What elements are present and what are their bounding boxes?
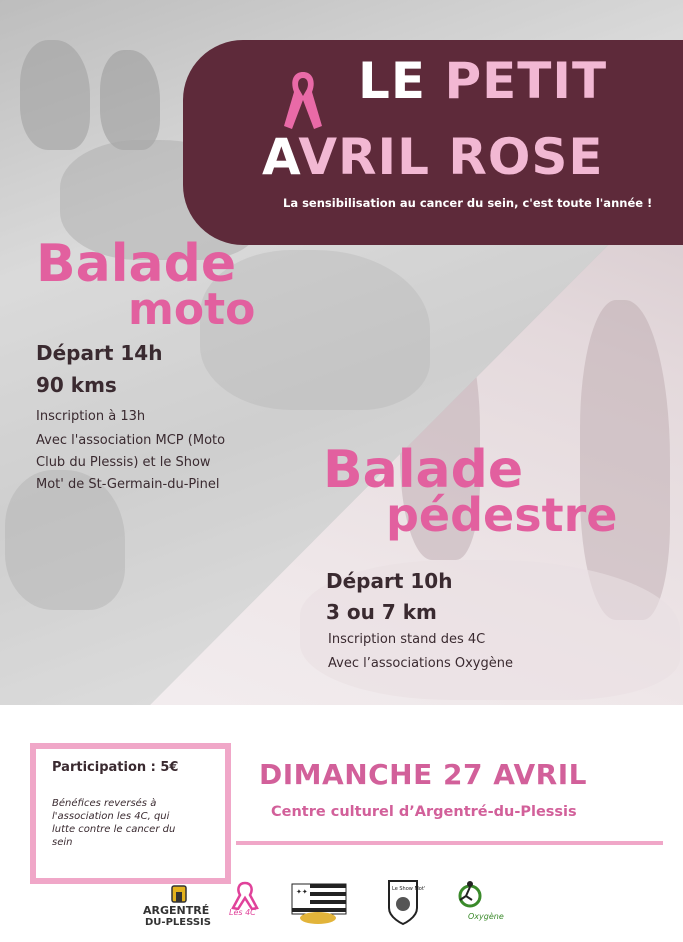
runner-icon	[450, 880, 506, 914]
moto-title-line-2: moto	[128, 284, 256, 335]
event-date: DIMANCHE 27 AVRIL	[259, 758, 587, 791]
town-hall-icon	[143, 884, 215, 904]
svg-text:✦✦: ✦✦	[296, 888, 308, 896]
show-mot-logo: Le Show Mot'	[386, 878, 420, 926]
les4c-logo: Les 4C	[227, 880, 263, 924]
ribbon-logo-icon	[227, 880, 263, 910]
argentre-logo: ARGENTRÉ DU-PLESSIS	[143, 884, 215, 932]
divider	[236, 841, 663, 845]
moto-title-line-1: Balade	[36, 234, 237, 294]
walk-detail: Inscription stand des 4C	[328, 632, 486, 647]
moto-detail: Mot' de St-Germain-du-Pinel	[36, 477, 220, 492]
benefits-text: Bénéfices reversés à l'association les 4C, qui lutte contre le cancer du sein	[52, 798, 176, 848]
walk-detail: Avec l’associations Oxygène	[328, 656, 513, 671]
event-venue: Centre culturel d’Argentré-du-Plessis	[271, 804, 577, 820]
moto-detail: Avec l'association MCP (Moto	[36, 433, 226, 448]
moto-distance: 90 kms	[36, 373, 117, 397]
moto-detail: Inscription à 13h	[36, 409, 146, 424]
moto-detail: Club du Plessis) et le Show	[36, 455, 211, 470]
title-line-1: LE PETIT	[358, 52, 608, 110]
title-line-2: AVRIL ROSE	[262, 128, 604, 186]
walk-departure: Départ 10h	[326, 569, 453, 593]
oxygene-logo: Oxygène	[450, 880, 506, 928]
tagline: La sensibilisation au cancer du sein, c'est toute l'année !	[283, 196, 653, 210]
moto-departure: Départ 14h	[36, 341, 163, 365]
breton-flag-logo	[290, 880, 348, 926]
participation-price: Participation : 5€	[52, 760, 179, 775]
pink-ribbon-icon	[278, 64, 328, 134]
walk-distance: 3 ou 7 km	[326, 600, 437, 624]
walk-title-line-2: pédestre	[386, 488, 618, 542]
walk-title-line-1: Balade	[323, 440, 524, 500]
